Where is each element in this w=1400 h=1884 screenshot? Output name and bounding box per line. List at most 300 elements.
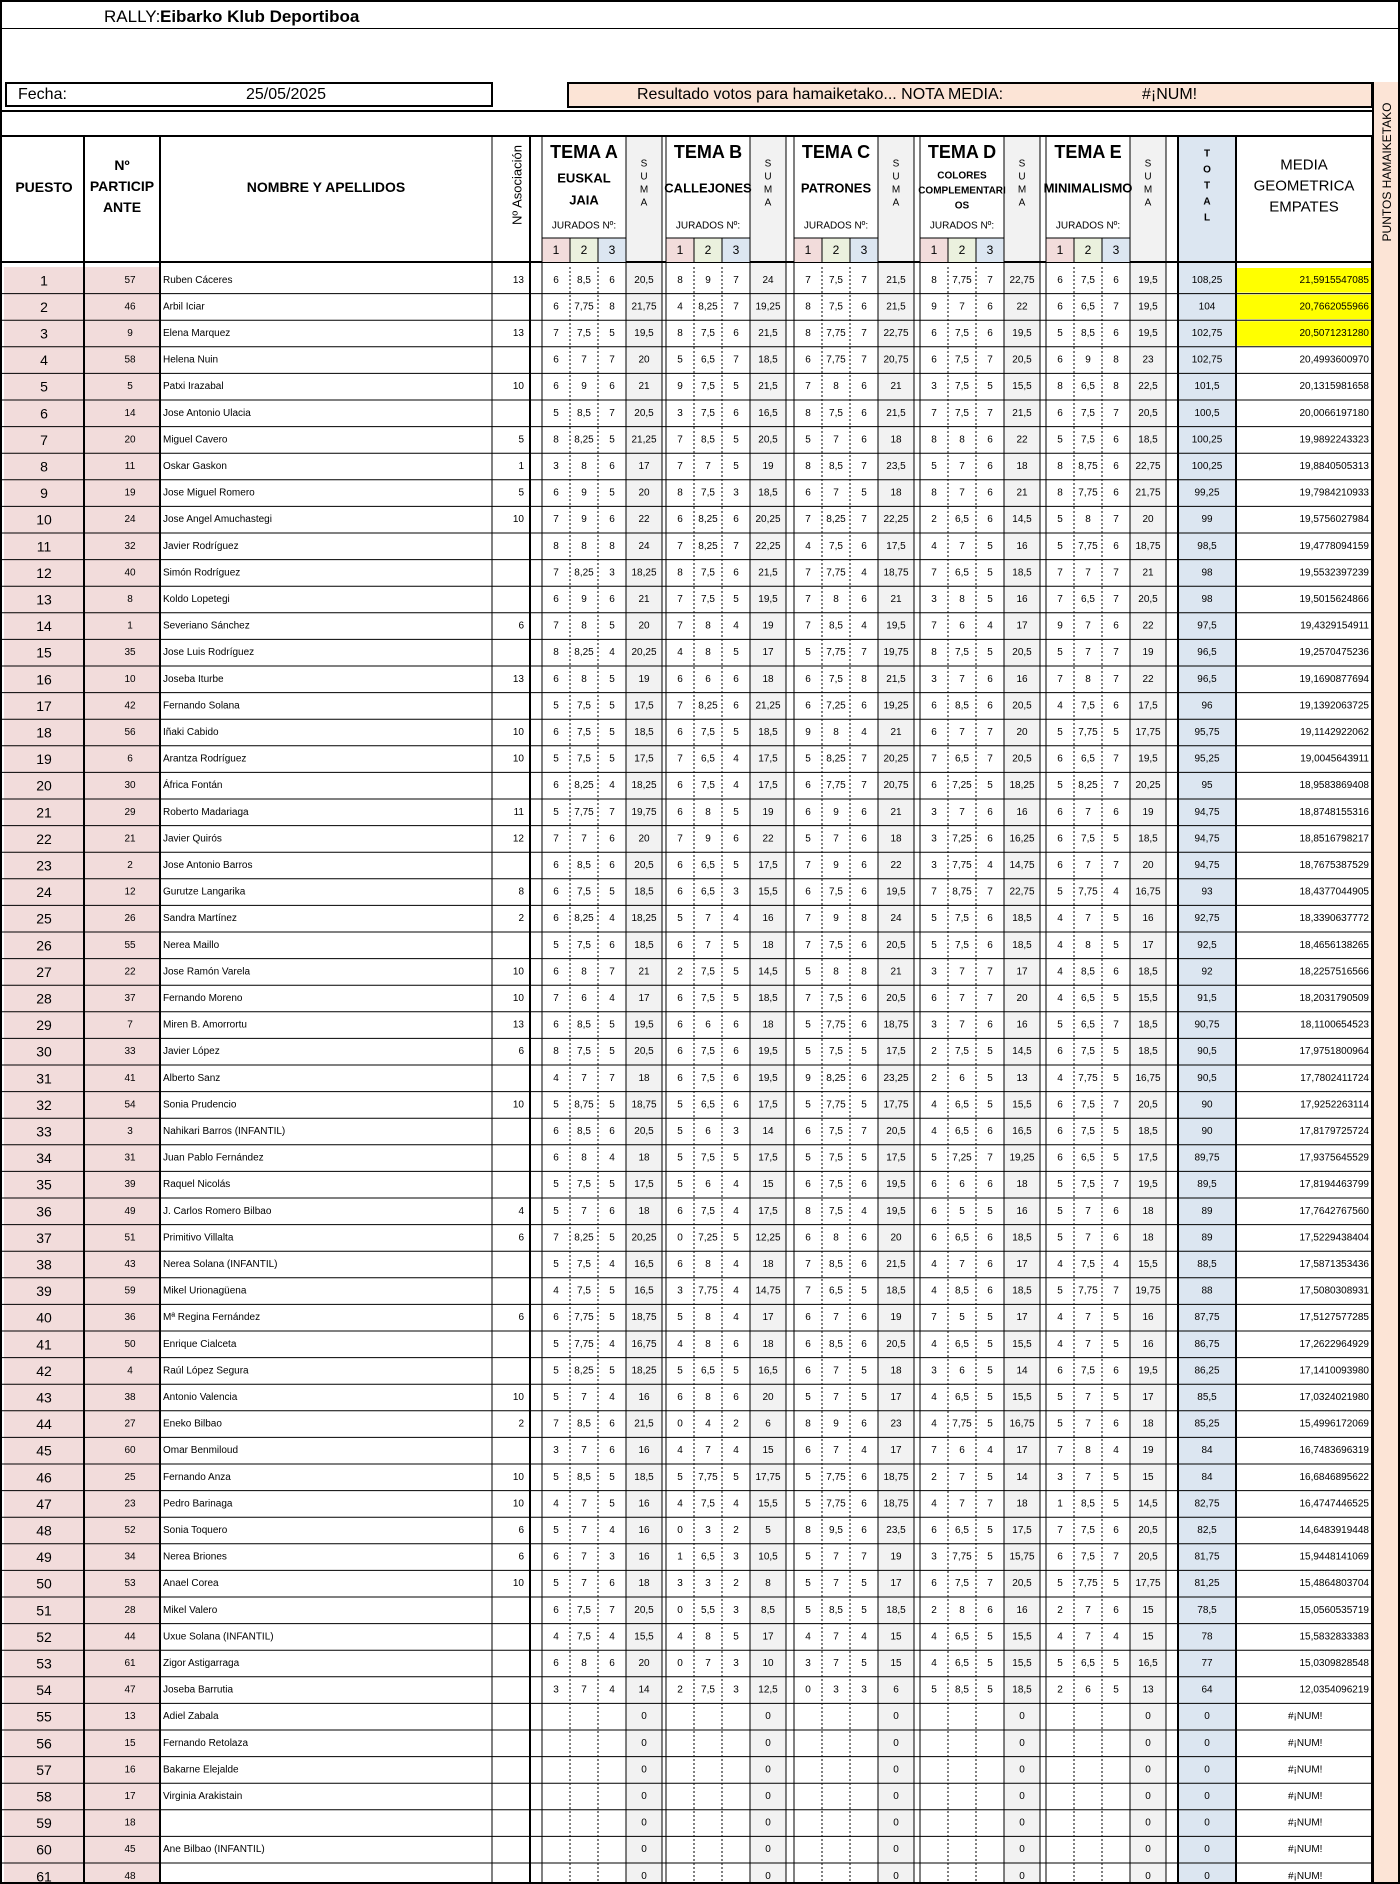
row-judge-score: 5 <box>553 1471 559 1483</box>
row-nombre: Fernando Moreno <box>163 993 243 1004</box>
row-suma: 19,5 <box>634 328 654 339</box>
row-judge-score: 6,5 <box>1081 301 1095 313</box>
row-judge-score: 3 <box>931 1365 937 1377</box>
row-nombre: Nahikari Barros (INFANTIL) <box>163 1126 286 1137</box>
header-tema-name: TEMA A <box>550 142 618 162</box>
suma-column-bg <box>878 136 914 1884</box>
row-nombre: Iñaki Cabido <box>163 727 219 738</box>
row-participante: 4 <box>127 1365 133 1377</box>
row-puesto: 9 <box>40 485 48 502</box>
row-judge-score: 7,5 <box>701 1684 715 1696</box>
row-judge-score: 4 <box>861 1445 867 1457</box>
row-judge-score: 5 <box>987 1338 993 1350</box>
row-suma: 14,5 <box>1138 1498 1158 1510</box>
row-judge-score: 5 <box>805 1046 811 1058</box>
row-suma: 0 <box>641 1791 647 1802</box>
row-judge-score: 7 <box>609 1072 615 1084</box>
row-nombre: J. Carlos Romero Bilbao <box>163 1205 272 1217</box>
row-suma: 20,5 <box>1138 407 1158 419</box>
row-judge-score: 4 <box>733 1259 739 1270</box>
row-suma: 8 <box>765 1578 771 1590</box>
row-judge-score: 5 <box>987 1551 993 1563</box>
row-judge-score: 5 <box>931 461 937 472</box>
row-nombre: Severiano Sánchez <box>163 620 250 632</box>
row-suma: 21,75 <box>631 301 657 313</box>
row-puesto: 6 <box>40 405 48 422</box>
row-total: 94,75 <box>1194 860 1220 871</box>
row-suma: 21 <box>1142 567 1154 579</box>
row-asociacion: 13 <box>512 1019 524 1031</box>
row-judge-score: 7 <box>833 1392 839 1403</box>
row-judge-score: 8 <box>805 1418 811 1430</box>
row-asociacion: 11 <box>513 806 524 818</box>
row-suma: 16,75 <box>631 1338 657 1350</box>
row-judge-score: 8 <box>931 647 937 659</box>
row-judge-score: 4 <box>609 1525 615 1536</box>
row-judge-score: 0 <box>805 1684 811 1696</box>
row-judge-score: 5 <box>1057 1418 1063 1430</box>
row-judge-score: 7 <box>959 806 965 818</box>
row-judge-score: 7 <box>677 434 683 446</box>
row-nombre: Juan Pablo Fernández <box>163 1152 264 1164</box>
row-suma: 15,5 <box>1138 993 1158 1004</box>
row-judge-score: 7 <box>931 1445 937 1457</box>
row-suma: 15,5 <box>1012 1658 1032 1669</box>
header-participante: ANTE <box>102 199 142 215</box>
row-total: 81,25 <box>1194 1578 1220 1590</box>
row-judge-score: 7 <box>805 274 811 286</box>
row-suma: 17,5 <box>1138 1152 1158 1164</box>
row-judge-score: 6 <box>1057 1126 1063 1137</box>
row-judge-score: 9 <box>581 514 587 526</box>
row-judge-score: 6 <box>931 1232 937 1244</box>
row-suma: 18 <box>1016 1179 1028 1191</box>
row-nombre: Miren B. Amorrortu <box>163 1019 247 1031</box>
row-judge-score: 5 <box>1057 1285 1063 1297</box>
row-judge-score: 6,5 <box>1081 1658 1095 1669</box>
row-judge-score: 5 <box>959 1312 965 1324</box>
row-judge-score: 7,75 <box>1078 1578 1098 1590</box>
row-judge-score: 7 <box>805 1259 811 1270</box>
row-judge-score: 6 <box>931 780 937 792</box>
row-judge-score: 7,5 <box>1081 1259 1095 1270</box>
row-judge-score: 7 <box>959 966 965 978</box>
row-judge-score: 6 <box>931 328 937 339</box>
header-participante: Nº <box>114 157 130 173</box>
row-media: 18,2031790509 <box>1299 993 1369 1004</box>
row-judge-score: 6 <box>805 1232 811 1244</box>
nota-media-value: #¡NUM! <box>1142 86 1198 103</box>
header-tema-subtitle: MINIMALISMO <box>1043 180 1133 196</box>
row-suma: 18 <box>762 1259 774 1270</box>
row-puesto: 58 <box>36 1788 52 1805</box>
row-judge-score: 5 <box>805 1604 811 1616</box>
row-judge-score: 7,5 <box>577 939 591 951</box>
row-suma: 20,25 <box>755 514 781 526</box>
row-suma: 21,25 <box>631 434 657 446</box>
row-judge-score: 8,5 <box>829 1604 843 1616</box>
row-asociacion: 10 <box>512 1471 524 1483</box>
row-judge-score: 7,5 <box>701 567 715 579</box>
row-judge-score: 7 <box>833 1445 839 1457</box>
row-asociacion: 8 <box>518 886 524 898</box>
row-judge-score: 7 <box>959 727 965 738</box>
row-judge-score: 7,75 <box>826 1498 846 1510</box>
row-judge-score: 6 <box>553 673 559 685</box>
row-judge-score: 8 <box>1113 354 1119 366</box>
row-suma: 0 <box>1145 1817 1151 1829</box>
row-suma: 13 <box>1016 1072 1028 1084</box>
row-suma: 21,5 <box>758 381 778 393</box>
row-participante: 29 <box>124 806 136 818</box>
row-nombre: Jose Angel Amuchastegi <box>163 514 272 526</box>
row-judge-score: 7,5 <box>829 1205 843 1217</box>
row-judge-score: 4 <box>609 1259 615 1270</box>
row-judge-score: 6 <box>987 673 993 685</box>
row-puesto: 7 <box>40 431 48 448</box>
row-suma: 20,5 <box>1012 354 1032 366</box>
row-judge-score: 6 <box>861 1498 867 1510</box>
row-judge-score: 4 <box>1057 913 1063 925</box>
row-judge-score: 5 <box>733 594 739 605</box>
row-judge-score: 7,5 <box>829 1179 843 1191</box>
row-judge-score: 5 <box>805 1471 811 1483</box>
row-suma: 22,25 <box>755 540 781 552</box>
row-participante: 20 <box>124 434 136 446</box>
row-total: 85,5 <box>1197 1392 1217 1403</box>
row-judge-score: 4 <box>733 913 739 925</box>
row-total: 0 <box>1204 1711 1210 1723</box>
row-total: 82,75 <box>1194 1498 1220 1510</box>
row-judge-score: 2 <box>931 1604 937 1616</box>
row-puesto: 5 <box>40 378 48 395</box>
row-puesto: 34 <box>36 1150 52 1167</box>
row-judge-score: 6 <box>677 1205 683 1217</box>
row-judge-score: 7,5 <box>701 1152 715 1164</box>
row-judge-score: 6 <box>733 328 739 339</box>
row-suma: 18,5 <box>1138 1046 1158 1058</box>
row-nombre: Simón Rodríguez <box>163 567 241 579</box>
header-asociacion: Nº Asociación <box>509 145 525 225</box>
header-suma-letter: S <box>1018 158 1026 170</box>
row-judge-score: 8 <box>705 620 711 632</box>
row-suma: 21 <box>890 727 902 738</box>
row-suma: 17 <box>1142 1392 1154 1403</box>
row-judge-score: 7,5 <box>829 407 843 419</box>
row-judge-score: 5 <box>987 540 993 552</box>
row-puesto: 55 <box>36 1708 52 1725</box>
row-suma: 20 <box>1142 514 1154 526</box>
row-suma: 18,5 <box>634 1471 654 1483</box>
header-participante: PARTICIP <box>89 178 155 194</box>
row-judge-score: 5 <box>553 1205 559 1217</box>
row-judge-score: 5 <box>1057 1179 1063 1191</box>
row-judge-score: 7,5 <box>955 913 969 925</box>
row-judge-score: 5 <box>609 328 615 339</box>
row-suma: 19,5 <box>1138 753 1158 765</box>
row-suma: 20,5 <box>634 1046 654 1058</box>
row-media: 16,6846895622 <box>1299 1471 1369 1483</box>
row-judge-score: 7 <box>1085 1471 1091 1483</box>
row-judge-score: 7,5 <box>1081 1099 1095 1111</box>
row-judge-score: 8 <box>861 673 867 685</box>
row-suma: 19,5 <box>758 594 778 605</box>
row-judge-score: 4 <box>733 753 739 765</box>
row-judge-score: 5 <box>733 647 739 659</box>
row-judge-score: 4 <box>931 1259 937 1270</box>
row-judge-score: 6 <box>931 1205 937 1217</box>
row-suma: 19,75 <box>1135 1285 1161 1297</box>
row-suma: 14 <box>1016 1365 1028 1377</box>
row-judge-score: 5 <box>1057 328 1063 339</box>
row-judge-score: 7,5 <box>955 354 969 366</box>
header-tema-subtitle: CALLEJONES <box>664 180 752 196</box>
header-tema-subtitle: OS <box>954 200 970 212</box>
row-nombre: Javier Quirós <box>163 833 222 845</box>
row-judge-score: 7 <box>805 381 811 393</box>
row-judge-score: 7 <box>931 567 937 579</box>
row-media: 18,8748155316 <box>1299 806 1369 818</box>
row-suma: 15,5 <box>1012 381 1032 393</box>
row-suma: 21,5 <box>886 673 906 685</box>
row-judge-score: 9 <box>833 806 839 818</box>
row-total: 93 <box>1201 886 1213 898</box>
row-judge-score: 7,5 <box>955 939 969 951</box>
row-suma: 0 <box>1145 1711 1151 1723</box>
row-judge-score: 7 <box>861 514 867 526</box>
row-judge-score: 4 <box>609 993 615 1004</box>
row-suma: 18,5 <box>634 939 654 951</box>
header-suma-letter: A <box>1144 197 1152 209</box>
row-judge-score: 6 <box>553 860 559 871</box>
row-judge-score: 5 <box>1057 886 1063 898</box>
row-judge-score: 9 <box>1057 620 1063 632</box>
row-judge-score: 7 <box>581 1551 587 1563</box>
row-judge-score: 7,5 <box>577 700 591 712</box>
row-suma: 22,25 <box>883 514 909 526</box>
row-asociacion: 6 <box>518 1312 524 1324</box>
row-judge-score: 6 <box>861 886 867 898</box>
row-suma: 22,5 <box>1138 381 1158 393</box>
row-asociacion: 10 <box>512 514 524 526</box>
row-suma: 17,5 <box>886 1152 906 1164</box>
row-judge-score: 5 <box>609 487 615 499</box>
row-judge-score: 5 <box>733 939 739 951</box>
row-total: 102,75 <box>1191 328 1223 339</box>
header-media: EMPATES <box>1269 198 1339 216</box>
row-judge-score: 3 <box>931 860 937 871</box>
row-judge-score: 8,5 <box>829 1259 843 1270</box>
row-judge-score: 5 <box>609 1099 615 1111</box>
row-suma: 0 <box>1019 1817 1025 1829</box>
row-judge-score: 7 <box>833 1312 839 1324</box>
row-judge-score: 7,5 <box>701 993 715 1004</box>
row-judge-score: 5 <box>861 1046 867 1058</box>
row-judge-score: 5 <box>553 753 559 765</box>
row-media: 17,8179725724 <box>1299 1126 1369 1137</box>
row-participante: 54 <box>124 1099 136 1111</box>
row-suma: 0 <box>1019 1844 1025 1856</box>
row-suma: 17 <box>1142 939 1154 951</box>
row-judge-score: 8 <box>1085 673 1091 685</box>
row-total: 96,5 <box>1197 647 1217 659</box>
row-asociacion: 10 <box>512 1498 524 1510</box>
row-suma: 17 <box>890 1578 902 1590</box>
row-judge-score: 6 <box>609 1418 615 1430</box>
row-suma: 15,5 <box>1012 1338 1032 1350</box>
row-participante: 39 <box>124 1179 136 1191</box>
row-judge-score: 8,5 <box>577 274 591 286</box>
row-judge-score: 7 <box>1085 1631 1091 1643</box>
row-judge-score: 7,5 <box>701 780 715 792</box>
row-asociacion: 13 <box>512 328 524 339</box>
row-media: 19,5756027984 <box>1299 514 1369 526</box>
row-judge-score: 7 <box>1085 913 1091 925</box>
row-judge-score: 8,25 <box>1078 780 1098 792</box>
row-nombre: Nerea Solana (INFANTIL) <box>163 1259 278 1270</box>
row-judge-score: 3 <box>931 594 937 605</box>
row-judge-score: 7 <box>959 1471 965 1483</box>
row-puesto: 10 <box>36 511 52 528</box>
header-total-letter: O <box>1203 164 1211 176</box>
header-suma-letter: A <box>640 197 648 209</box>
row-judge-score: 6 <box>677 673 683 685</box>
row-judge-score: 6 <box>733 1072 739 1084</box>
row-judge-score: 6 <box>959 1072 965 1084</box>
row-suma: 21,5 <box>886 274 906 286</box>
row-judge-score: 7,5 <box>701 966 715 978</box>
row-judge-score: 4 <box>609 1338 615 1350</box>
row-judge-score: 7,5 <box>1081 1179 1095 1191</box>
row-judge-score: 8 <box>805 1205 811 1217</box>
row-suma: 18,5 <box>1138 434 1158 446</box>
row-judge-score: 7 <box>959 1019 965 1031</box>
row-suma: 16 <box>1016 540 1028 552</box>
row-judge-score: 6 <box>677 939 683 951</box>
row-judge-score: 3 <box>733 1684 739 1696</box>
row-judge-score: 6 <box>733 1099 739 1111</box>
row-puesto: 22 <box>36 830 52 847</box>
row-media: 20,0066197180 <box>1299 407 1369 419</box>
row-judge-score: 5 <box>987 780 993 792</box>
row-judge-score: 4 <box>553 1498 559 1510</box>
row-judge-score: 6 <box>553 1126 559 1137</box>
row-suma: 17 <box>762 1312 774 1324</box>
row-judge-score: 7 <box>1085 860 1091 871</box>
row-judge-score: 6 <box>987 913 993 925</box>
row-puesto: 18 <box>36 724 52 741</box>
row-total: 89,75 <box>1194 1152 1220 1164</box>
row-participante: 50 <box>124 1338 136 1350</box>
row-asociacion: 6 <box>518 1046 524 1058</box>
row-judge-score: 7 <box>931 886 937 898</box>
row-suma: 18,5 <box>1138 966 1158 978</box>
row-suma: 20,5 <box>758 434 778 446</box>
row-judge-score: 5 <box>733 1365 739 1377</box>
row-judge-score: 7,5 <box>577 1604 591 1616</box>
row-judge-score: 7 <box>861 274 867 286</box>
row-judge-score: 6 <box>959 1179 965 1191</box>
row-judge-score: 8 <box>705 1392 711 1403</box>
row-judge-score: 5 <box>861 1392 867 1403</box>
row-judge-score: 7 <box>1085 1232 1091 1244</box>
row-suma: 19 <box>638 673 650 685</box>
row-judge-score: 5 <box>1113 1152 1119 1164</box>
row-puesto: 2 <box>40 298 48 315</box>
row-judge-score: 6 <box>987 301 993 313</box>
row-judge-score: 7,5 <box>701 1498 715 1510</box>
header-tema-subtitle: EUSKAL <box>557 170 611 186</box>
row-judge-score: 7 <box>1057 567 1063 579</box>
row-judge-score: 0 <box>677 1604 683 1616</box>
judge-number: 2 <box>832 243 840 257</box>
row-judge-score: 4 <box>931 1658 937 1669</box>
row-asociacion: 13 <box>512 673 524 685</box>
row-judge-score: 7,5 <box>701 381 715 393</box>
row-judge-score: 8,25 <box>826 514 846 526</box>
row-suma: 17,5 <box>758 753 778 765</box>
row-judge-score: 7,75 <box>1078 1072 1098 1084</box>
row-judge-score: 6 <box>805 1179 811 1191</box>
row-judge-score: 6 <box>987 1179 993 1191</box>
row-judge-score: 7 <box>581 1072 587 1084</box>
row-suma: 23 <box>890 1418 902 1430</box>
row-media: 17,5871353436 <box>1299 1259 1369 1270</box>
row-judge-score: 6 <box>1113 1604 1119 1616</box>
row-suma: 17 <box>890 1445 902 1457</box>
row-suma: 18,75 <box>631 1099 657 1111</box>
row-judge-score: 8,75 <box>952 886 972 898</box>
row-judge-score: 6 <box>553 913 559 925</box>
row-judge-score: 6 <box>931 1578 937 1590</box>
row-suma: 20 <box>762 1392 774 1403</box>
row-judge-score: 9 <box>705 274 711 286</box>
row-media: 19,5015624866 <box>1299 594 1369 605</box>
row-judge-score: 3 <box>931 381 937 393</box>
row-participante: 40 <box>124 567 136 579</box>
row-judge-score: 5 <box>733 1471 739 1483</box>
results-table <box>2 2 1400 1884</box>
row-suma: 21,5 <box>886 1259 906 1270</box>
row-judge-score: 7 <box>861 753 867 765</box>
row-suma: 18,5 <box>758 727 778 738</box>
row-judge-score: 7 <box>861 1126 867 1137</box>
row-judge-score: 6 <box>609 1205 615 1217</box>
row-suma: 19,25 <box>755 301 781 313</box>
row-total: 94,75 <box>1194 806 1220 818</box>
row-participante: 15 <box>124 1737 136 1749</box>
row-suma: 18,5 <box>1012 1684 1032 1696</box>
row-judge-score: 7 <box>833 434 839 446</box>
row-participante: 56 <box>124 727 136 738</box>
row-media: 15,5832833383 <box>1299 1631 1369 1643</box>
row-judge-score: 8,5 <box>829 620 843 632</box>
row-judge-score: 7 <box>1057 1445 1063 1457</box>
row-judge-score: 7,5 <box>829 1046 843 1058</box>
row-judge-score: 7 <box>833 1551 839 1563</box>
row-suma: 21,5 <box>758 328 778 339</box>
row-suma: 24 <box>890 913 902 925</box>
row-judge-score: 3 <box>931 833 937 845</box>
row-suma: 21,5 <box>886 407 906 419</box>
header-total-letter: L <box>1203 212 1211 224</box>
row-suma: 18 <box>762 1019 774 1031</box>
row-judge-score: 4 <box>609 913 615 925</box>
row-judge-score: 8 <box>1085 514 1091 526</box>
row-nombre: Joseba Iturbe <box>163 673 224 685</box>
row-judge-score: 4 <box>987 1445 993 1457</box>
row-puesto: 15 <box>36 644 52 661</box>
